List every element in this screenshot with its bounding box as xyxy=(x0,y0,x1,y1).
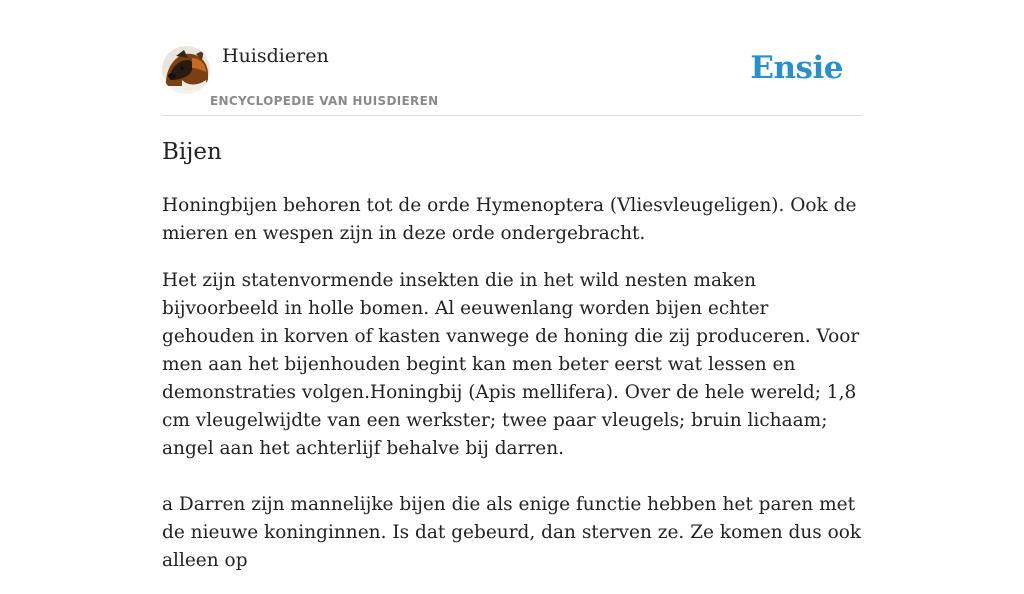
site-subtitle: ENCYCLOPEDIE VAN HUISDIEREN xyxy=(210,94,439,108)
dog-photo-icon xyxy=(162,46,210,94)
site-header xyxy=(162,0,862,116)
article-body xyxy=(162,192,862,594)
article-paragraph: Het zijn statenvormende insekten die in het wild nesten maken bijvoorbeeld in holle bomen. Al eeuwenlang worden bijen echter gehouden in korven of kasten vanwege de honing die zij produceren. Voor men aan het bijenhouden begint kan men beter eerst wat lessen en demonstraties volgen.Honingbij (Apis mellifera). Over de hele wereld; 1,8 cm vleugelwijdte van een werkster; twee paar vleugels; bruin lichaam; angel aan het achterlijf behalve bij darren. xyxy=(162,270,860,459)
article-paragraph: a Darren zijn mannelijke bijen die als enige functie hebben het paren met de nieuwe koninginnen. Is dat gebeurd, dan sterven ze. Ze komen dus ook alleen op xyxy=(162,494,862,571)
dog-photo-avatar[interactable] xyxy=(162,46,210,94)
article-paragraph: Honingbijen behoren tot de orde Hymenoptera (Vliesvleugeligen). Ook de mieren en wespen zijn in deze orde ondergebracht. xyxy=(162,195,857,244)
ensie-logo[interactable]: Ensie xyxy=(750,50,843,86)
site-name-link[interactable]: Huisdieren xyxy=(222,45,329,67)
page-title: Bijen xyxy=(162,139,222,165)
content-container xyxy=(162,0,862,571)
